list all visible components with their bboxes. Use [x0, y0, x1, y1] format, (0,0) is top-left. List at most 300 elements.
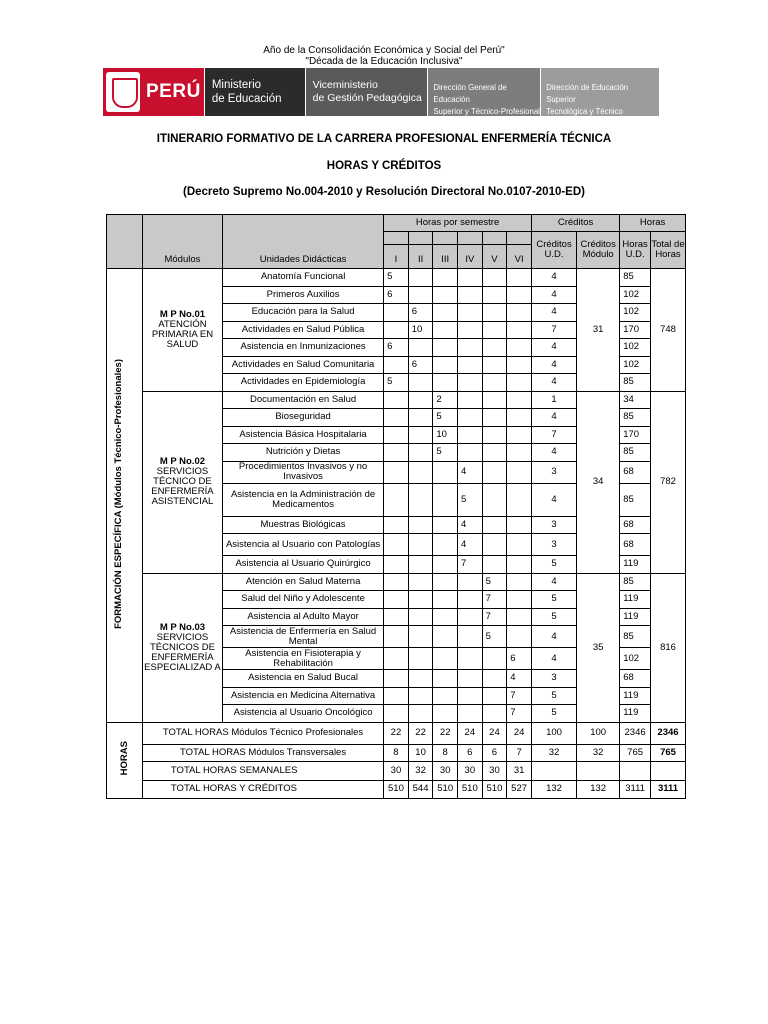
semester-hours: 10 [433, 426, 458, 444]
semester-hours: 4 [507, 670, 532, 688]
module-cell [142, 391, 222, 573]
creditos-modulo: 34 [577, 391, 620, 573]
semester-hours [482, 444, 507, 462]
semester-hours [384, 391, 409, 409]
semester-hours [507, 321, 532, 339]
semester-hours [482, 705, 507, 723]
semester-hours [458, 391, 483, 409]
year-motto: Año de la Consolidación Económica y Social del Perú" [263, 45, 505, 56]
unidad-didactica: Actividades en Salud Comunitaria [222, 356, 383, 374]
semester-hours [507, 444, 532, 462]
formacion-especifica-label: FORMACIÓN ESPECÍFICA (Módulos Técnico-Profesionales) [113, 358, 125, 629]
unidad-didactica: Nutrición y Dietas [222, 444, 383, 462]
semester-hours [458, 705, 483, 723]
totals-total: 765 [650, 744, 685, 761]
semester-hours: 6 [384, 339, 409, 357]
semester-hours [433, 321, 458, 339]
totals-semester: 6 [482, 744, 507, 761]
totals-semester: 31 [507, 761, 532, 780]
horas-ud: 68 [620, 516, 651, 534]
semester-hours: 7 [482, 608, 507, 626]
header-horas-ud: Horas U.D. [620, 232, 651, 269]
totals-creditos-modulo: 132 [577, 780, 620, 798]
unidad-didactica: Asistencia en Fisioterapia y Rehabilitación [222, 648, 383, 670]
totals-semester: 24 [482, 722, 507, 744]
vice-line1: Viceministerio [312, 79, 378, 91]
semester-hours: 5 [482, 626, 507, 648]
unidad-didactica: Educación para la Salud [222, 304, 383, 322]
header-sem-I: I [384, 245, 409, 269]
table-row [107, 573, 686, 591]
creditos-ud: 5 [531, 608, 576, 626]
semester-hours [482, 461, 507, 483]
totals-semester: 10 [408, 744, 433, 761]
side-label-horas [107, 722, 143, 798]
header-sem-VI: VI [507, 245, 532, 269]
unidad-didactica: Asistencia al Usuario con Patologías [222, 534, 383, 556]
table-row [107, 269, 686, 287]
semester-hours [384, 516, 409, 534]
semester-hours [408, 608, 433, 626]
semester-hours [433, 534, 458, 556]
horas-ud: 119 [620, 705, 651, 723]
semester-hours [482, 556, 507, 574]
semester-hours: 6 [384, 286, 409, 304]
semester-hours [408, 687, 433, 705]
credits-table [106, 214, 686, 799]
unidad-didactica: Salud del Niño y Adolescente [222, 591, 383, 609]
totals-creditos-ud: 100 [531, 722, 576, 744]
semester-hours [384, 705, 409, 723]
unidad-didactica: Asistencia al Usuario Oncológico [222, 705, 383, 723]
creditos-ud: 4 [531, 626, 576, 648]
peru-logo [103, 68, 205, 116]
semester-hours [458, 409, 483, 427]
semester-hours [482, 687, 507, 705]
horas-ud: 170 [620, 426, 651, 444]
semester-hours [507, 426, 532, 444]
totals-semester: 544 [408, 780, 433, 798]
total-horas-modulo: 782 [650, 391, 685, 573]
semester-hours [384, 687, 409, 705]
dg1-line1: Dirección General de Educación [433, 83, 507, 104]
totals-semester: 8 [433, 744, 458, 761]
header-blank [458, 232, 483, 245]
semester-hours [482, 269, 507, 287]
totals-semester: 510 [482, 780, 507, 798]
unidad-didactica: Procedimientos Invasivos y no Invasivos [222, 461, 383, 483]
semester-hours [458, 374, 483, 392]
module-cell [142, 573, 222, 722]
horas-ud: 119 [620, 556, 651, 574]
semester-hours [507, 626, 532, 648]
creditos-ud: 3 [531, 534, 576, 556]
semester-hours [482, 534, 507, 556]
semester-hours: 7 [507, 687, 532, 705]
semester-hours [458, 670, 483, 688]
semester-hours [482, 374, 507, 392]
totals-horas-ud [620, 761, 651, 780]
semester-hours [458, 339, 483, 357]
table-row [107, 780, 686, 798]
totals-semester: 527 [507, 780, 532, 798]
totals-creditos-modulo: 32 [577, 744, 620, 761]
horas-ud: 102 [620, 304, 651, 322]
semester-hours [433, 304, 458, 322]
module-cell [142, 269, 222, 392]
semester-hours [507, 391, 532, 409]
semester-hours: 4 [458, 516, 483, 534]
semester-hours [507, 304, 532, 322]
table-row [107, 391, 686, 409]
horas-ud: 68 [620, 670, 651, 688]
semester-hours [458, 687, 483, 705]
totals-horas-ud: 3111 [620, 780, 651, 798]
semester-hours [458, 573, 483, 591]
header-horas-semestre: Horas por semestre [384, 215, 532, 232]
unidad-didactica: Asistencia en la Administración de Medicamentos [222, 483, 383, 516]
horas-ud: 85 [620, 269, 651, 287]
semester-hours [408, 286, 433, 304]
semester-hours [408, 516, 433, 534]
coat-of-arms-icon [106, 72, 140, 112]
horas-side-label: HORAS [118, 741, 130, 776]
dg2-line2: Tecnológica y Técnico Productiva [546, 107, 623, 128]
totals-semester: 22 [433, 722, 458, 744]
semester-hours: 5 [458, 483, 483, 516]
creditos-modulo: 35 [577, 573, 620, 722]
semester-hours [408, 426, 433, 444]
semester-hours [408, 444, 433, 462]
semester-hours [384, 556, 409, 574]
module-code: M P No.01 [159, 308, 206, 320]
semester-hours [408, 483, 433, 516]
header-blank [507, 232, 532, 245]
semester-hours [384, 608, 409, 626]
semester-hours: 10 [408, 321, 433, 339]
semester-hours [482, 286, 507, 304]
semester-hours [408, 591, 433, 609]
semester-hours [433, 648, 458, 670]
semester-hours [458, 626, 483, 648]
semester-hours [507, 591, 532, 609]
horas-ud: 85 [620, 409, 651, 427]
semester-hours: 5 [433, 409, 458, 427]
semester-hours [458, 321, 483, 339]
vice-line2: de Gestión Pedagógica [312, 92, 422, 104]
horas-ud: 85 [620, 573, 651, 591]
creditos-ud: 4 [531, 304, 576, 322]
semester-hours [408, 626, 433, 648]
semester-hours [507, 339, 532, 357]
semester-hours [408, 648, 433, 670]
semester-hours: 7 [482, 591, 507, 609]
semester-hours: 6 [408, 304, 433, 322]
totals-semester: 30 [433, 761, 458, 780]
semester-hours [408, 573, 433, 591]
semester-hours [482, 426, 507, 444]
totals-semester: 30 [458, 761, 483, 780]
semester-hours [433, 591, 458, 609]
peru-wordmark: PERÚ [146, 81, 201, 102]
semester-hours [384, 409, 409, 427]
totals-semester: 24 [458, 722, 483, 744]
totals-semester: 30 [384, 761, 409, 780]
horas-ud: 119 [620, 687, 651, 705]
totals-semester: 30 [482, 761, 507, 780]
semester-hours [433, 286, 458, 304]
unidad-didactica: Bioseguridad [222, 409, 383, 427]
creditos-ud: 3 [531, 670, 576, 688]
dg1-line2: Superior y Técnico-Profesional [433, 107, 540, 116]
header-blank [408, 232, 433, 245]
unidad-didactica: Asistencia al Adulto Mayor [222, 608, 383, 626]
header-blank [482, 232, 507, 245]
creditos-ud: 7 [531, 321, 576, 339]
doc-subtitle: HORAS Y CRÉDITOS [326, 160, 442, 172]
totals-label: TOTAL HORAS Módulos Transversales [142, 744, 383, 761]
totals-semester: 7 [507, 744, 532, 761]
horas-ud: 68 [620, 461, 651, 483]
semester-hours [384, 626, 409, 648]
creditos-ud: 4 [531, 483, 576, 516]
totals-semester: 510 [458, 780, 483, 798]
semester-hours [408, 556, 433, 574]
semester-hours [384, 573, 409, 591]
unidad-didactica: Asistencia Básica Hospitalaria [222, 426, 383, 444]
totals-semester: 32 [408, 761, 433, 780]
header-creditos: Créditos [531, 215, 619, 232]
semester-hours [458, 426, 483, 444]
unidad-didactica: Asistencia en Salud Bucal [222, 670, 383, 688]
horas-ud: 68 [620, 534, 651, 556]
semester-hours [482, 516, 507, 534]
semester-hours [458, 444, 483, 462]
semester-hours [507, 556, 532, 574]
semester-hours [408, 534, 433, 556]
totals-label: TOTAL HORAS SEMANALES [142, 761, 383, 780]
semester-hours [482, 321, 507, 339]
semester-hours [433, 339, 458, 357]
ministerio-line1: Ministerio [211, 79, 262, 91]
semester-hours [433, 608, 458, 626]
semester-hours [433, 687, 458, 705]
creditos-ud: 5 [531, 591, 576, 609]
semester-hours [507, 483, 532, 516]
semester-hours [433, 269, 458, 287]
semester-hours [408, 339, 433, 357]
unidad-didactica: Actividades en Salud Pública [222, 321, 383, 339]
table-row [107, 761, 686, 780]
unidad-didactica: Documentación en Salud [222, 391, 383, 409]
creditos-ud: 5 [531, 556, 576, 574]
totals-total: 2346 [650, 722, 685, 744]
semester-hours [408, 409, 433, 427]
semester-hours [482, 409, 507, 427]
unidad-didactica: Primeros Auxilios [222, 286, 383, 304]
totals-semester: 6 [458, 744, 483, 761]
header-unidades: Unidades Didácticas [222, 215, 383, 269]
module-name: SERVICIOS TÉCNICO DE ENFERMERÍA ASISTENCIAL [151, 466, 214, 507]
horas-ud: 119 [620, 591, 651, 609]
semester-hours [433, 374, 458, 392]
semester-hours [433, 516, 458, 534]
semester-hours [507, 516, 532, 534]
semester-hours [507, 286, 532, 304]
creditos-ud: 4 [531, 269, 576, 287]
semester-hours [458, 648, 483, 670]
semester-hours [433, 556, 458, 574]
creditos-ud: 4 [531, 409, 576, 427]
semester-hours [433, 670, 458, 688]
unidad-didactica: Actividades en Epidemiología [222, 374, 383, 392]
horas-ud: 34 [620, 391, 651, 409]
module-code: M P No.03 [159, 621, 206, 633]
semester-hours [507, 608, 532, 626]
module-code: M P No.02 [159, 456, 206, 467]
creditos-ud: 5 [531, 687, 576, 705]
creditos-ud: 3 [531, 461, 576, 483]
header-sem-V: V [482, 245, 507, 269]
totals-total: 3111 [650, 780, 685, 798]
horas-ud: 119 [620, 608, 651, 626]
semester-hours [482, 304, 507, 322]
semester-hours [384, 304, 409, 322]
semester-hours [507, 573, 532, 591]
table-row [107, 215, 686, 232]
creditos-ud: 4 [531, 356, 576, 374]
semester-hours: 5 [384, 374, 409, 392]
totals-horas-ud: 2346 [620, 722, 651, 744]
header-sem-II: II [408, 245, 433, 269]
semester-hours [507, 269, 532, 287]
creditos-ud: 4 [531, 339, 576, 357]
module-name: SERVICIOS TÉCNICOS DE ENFERMERÍA ESPECIALIZAD A [144, 631, 221, 673]
horas-ud: 170 [620, 321, 651, 339]
semester-hours [458, 608, 483, 626]
unidad-didactica: Asistencia en Medicina Alternativa [222, 687, 383, 705]
semester-hours [458, 591, 483, 609]
semester-hours: 6 [507, 648, 532, 670]
header-blank [433, 232, 458, 245]
creditos-ud: 3 [531, 516, 576, 534]
header-horas: Horas [620, 215, 686, 232]
semester-hours [458, 356, 483, 374]
semester-hours [384, 426, 409, 444]
totals-semester: 8 [384, 744, 409, 761]
unidad-didactica: Atención en Salud Materna [222, 573, 383, 591]
unidad-didactica: Asistencia al Usuario Quirúrgico [222, 556, 383, 574]
semester-hours: 5 [482, 573, 507, 591]
semester-hours: 6 [408, 356, 433, 374]
header-corner-cell [107, 215, 143, 269]
ministerio-block [205, 68, 306, 116]
semester-hours [482, 356, 507, 374]
semester-hours [384, 444, 409, 462]
semester-hours [433, 573, 458, 591]
side-label-formacion [107, 269, 143, 723]
table-row [107, 722, 686, 744]
semester-hours [384, 591, 409, 609]
semester-hours: 2 [433, 391, 458, 409]
totals-semester: 510 [433, 780, 458, 798]
horas-ud: 85 [620, 483, 651, 516]
totals-creditos-ud: 132 [531, 780, 576, 798]
horas-ud: 85 [620, 444, 651, 462]
ministry-banner [103, 68, 659, 128]
semester-hours: 7 [458, 556, 483, 574]
semester-hours [384, 648, 409, 670]
unidad-didactica: Anatomía Funcional [222, 269, 383, 287]
header-sem-III: III [433, 245, 458, 269]
semester-hours [507, 409, 532, 427]
creditos-ud: 4 [531, 374, 576, 392]
total-horas-modulo: 816 [650, 573, 685, 722]
creditos-ud: 5 [531, 705, 576, 723]
semester-hours [482, 483, 507, 516]
creditos-modulo: 31 [577, 269, 620, 392]
creditos-ud: 1 [531, 391, 576, 409]
semester-hours [458, 304, 483, 322]
totals-semester: 24 [507, 722, 532, 744]
semester-hours [482, 648, 507, 670]
header-modulos: Módulos [142, 215, 222, 269]
horas-ud: 102 [620, 356, 651, 374]
semester-hours [408, 269, 433, 287]
totals-creditos-modulo: 100 [577, 722, 620, 744]
totals-creditos-ud: 32 [531, 744, 576, 761]
semester-hours [433, 705, 458, 723]
semester-hours [408, 670, 433, 688]
semester-hours [458, 269, 483, 287]
horas-ud: 102 [620, 339, 651, 357]
semester-hours [507, 374, 532, 392]
semester-hours [433, 483, 458, 516]
semester-hours [384, 461, 409, 483]
direccion-general-block [428, 68, 541, 116]
totals-total [650, 761, 685, 780]
totals-semester: 22 [384, 722, 409, 744]
semester-hours [433, 356, 458, 374]
totals-label: TOTAL HORAS Módulos Técnico Profesionales [142, 722, 383, 744]
doc-title: ITINERARIO FORMATIVO DE LA CARRERA PROFESIONAL ENFERMERÍA TÉCNICA [156, 133, 612, 145]
semester-hours [482, 391, 507, 409]
totals-semester: 510 [384, 780, 409, 798]
unidad-didactica: Muestras Biológicas [222, 516, 383, 534]
direccion-superior-block [541, 68, 659, 128]
totals-creditos-ud [531, 761, 576, 780]
semester-hours: 5 [433, 444, 458, 462]
viceministerio-block [306, 68, 429, 116]
creditos-ud: 4 [531, 648, 576, 670]
header-creditos-ud: Créditos U.D. [531, 232, 576, 269]
semester-hours [384, 483, 409, 516]
unidad-didactica: Asistencia de Enfermería en Salud Mental [222, 626, 383, 648]
creditos-ud: 4 [531, 573, 576, 591]
doc-decree: (Decreto Supremo No.004-2010 y Resolución Directoral No.0107-2010-ED) [182, 186, 585, 198]
horas-ud: 102 [620, 648, 651, 670]
horas-ud: 85 [620, 374, 651, 392]
semester-hours [384, 356, 409, 374]
semester-hours: 5 [384, 269, 409, 287]
semester-hours: 4 [458, 461, 483, 483]
header-sem-IV: IV [458, 245, 483, 269]
totals-label: TOTAL HORAS Y CRÉDITOS [142, 780, 383, 798]
semester-hours [507, 534, 532, 556]
unidad-didactica: Asistencia en Inmunizaciones [222, 339, 383, 357]
semester-hours [507, 356, 532, 374]
semester-hours [384, 321, 409, 339]
